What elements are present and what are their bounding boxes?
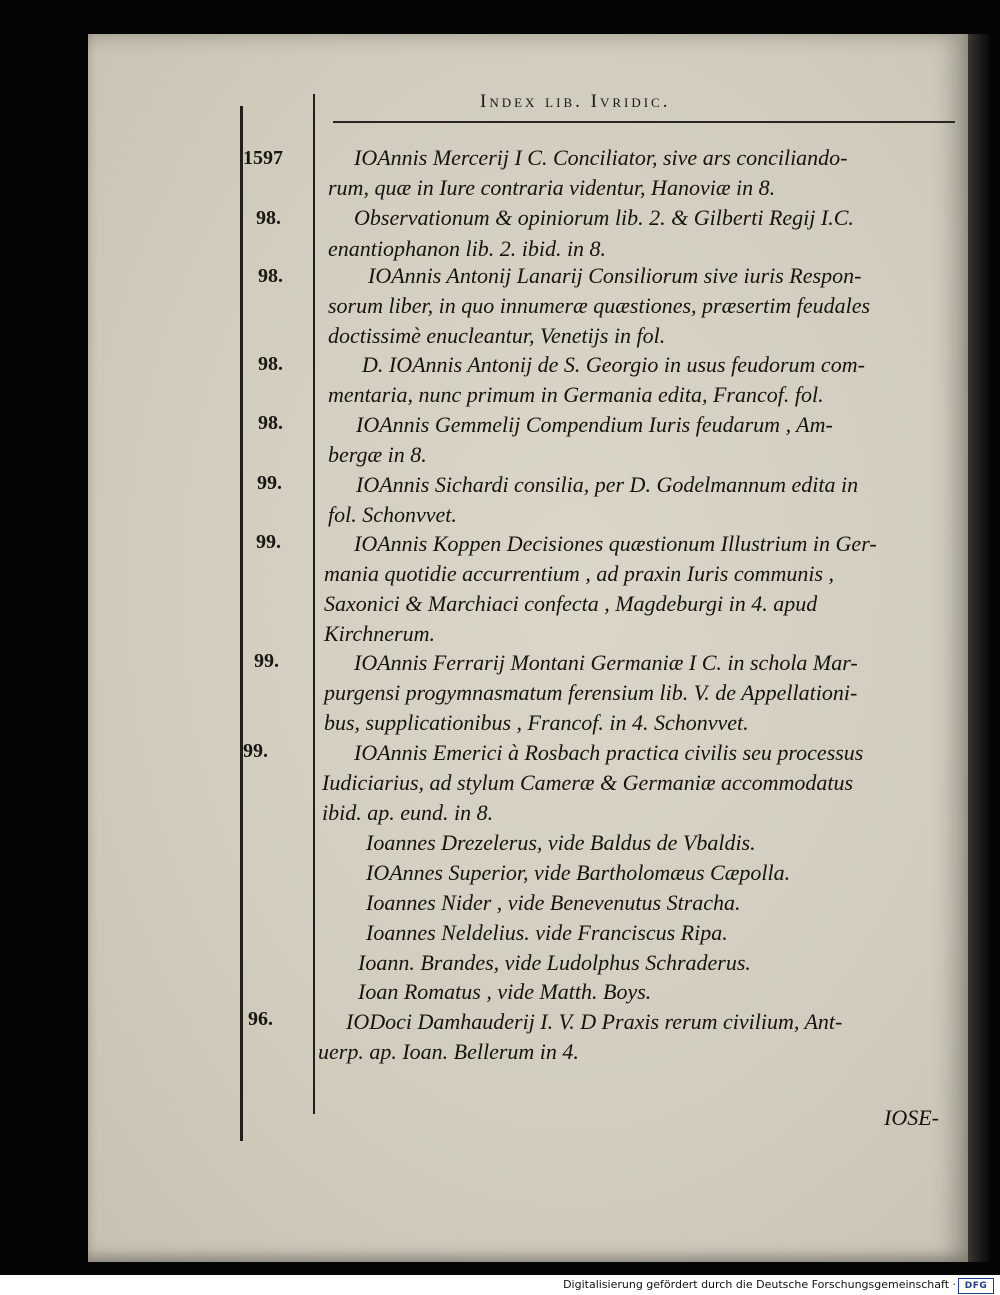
cross-reference: Ioannes Nider , vide Benevenutus Stracha. bbox=[366, 890, 741, 915]
entry-line: bus, supplicationibus , Francof. in 4. Schonvvet. bbox=[324, 710, 749, 735]
footer-credit: Digitalisierung gefördert durch die Deutsche Forschungsgemeinschaft · bbox=[563, 1278, 956, 1291]
book-gutter-edge bbox=[968, 34, 990, 1262]
entry-line: IOAnnis Antonij Lanarij Consiliorum sive iuris Respon- bbox=[368, 263, 862, 288]
entry-year: 98. bbox=[256, 207, 281, 229]
margin-rule-outer bbox=[240, 106, 243, 1141]
entry-line: purgensi progymnasmatum ferensium lib. V. de Appellationi- bbox=[324, 680, 858, 705]
entry-year: 99. bbox=[243, 740, 268, 762]
entry-line: bergæ in 8. bbox=[328, 442, 427, 467]
entry-year: 1597 bbox=[243, 147, 283, 169]
entry-year: 98. bbox=[258, 412, 283, 434]
entry-line: IOAnnis Emerici à Rosbach practica civilis seu processus bbox=[354, 740, 864, 765]
cross-reference: IOAnnes Superior, vide Bartholomæus Cæpolla. bbox=[366, 860, 791, 885]
entry-line: IOAnnis Gemmelij Compendium Iuris feudarum , Am- bbox=[356, 412, 833, 437]
margin-rule-inner bbox=[313, 94, 315, 1114]
entry-line: IOAnnis Koppen Decisiones quæstionum Illustrium in Ger- bbox=[354, 531, 877, 556]
entry-line: doctissimè enucleantur, Venetijs in fol. bbox=[328, 323, 666, 348]
entry-line: D. IOAnnis Antonij de S. Georgio in usus feudorum com- bbox=[362, 352, 865, 377]
entry-line: enantiophanon lib. 2. ibid. in 8. bbox=[328, 236, 607, 261]
entry-line: IOAnnis Sichardi consilia, per D. Godelmannum edita in bbox=[356, 472, 859, 497]
entry-year: 99. bbox=[256, 531, 281, 553]
entry-line: sorum liber, in quo innumeræ quæstiones, præsertim feudales bbox=[328, 293, 871, 318]
entry-line: mentaria, nunc primum in Germania edita, Francof. fol. bbox=[328, 382, 824, 407]
entry-line: ibid. ap. eund. in 8. bbox=[322, 800, 494, 825]
header-rule bbox=[333, 121, 955, 123]
dfg-logo: DFG bbox=[958, 1278, 994, 1294]
entry-line: uerp. ap. Ioan. Bellerum in 4. bbox=[318, 1039, 579, 1064]
entry-year: 96. bbox=[248, 1008, 273, 1030]
entry-line: Observationum & opiniorum lib. 2. & Gilberti Regij I.C. bbox=[354, 205, 854, 230]
entry-line: Saxonici & Marchiaci confecta , Magdeburgi in 4. apud bbox=[324, 591, 818, 616]
cross-reference: Ioannes Drezelerus, vide Baldus de Vbaldis. bbox=[366, 830, 756, 855]
entry-year: 98. bbox=[258, 353, 283, 375]
entry-line: IOAnnis Ferrarij Montani Germaniæ I C. in schola Mar- bbox=[354, 650, 858, 675]
entry-year: 99. bbox=[257, 472, 282, 494]
entry-line: mania quotidie accurrentium , ad praxin Iuris communis , bbox=[324, 561, 835, 586]
entry-line: IODoci Damhauderij I. V. D Praxis rerum civilium, Ant- bbox=[346, 1009, 843, 1034]
catchword: IOSE- bbox=[884, 1105, 939, 1130]
entry-year: 98. bbox=[258, 265, 283, 287]
running-header: Index lib. Ivridic. bbox=[480, 91, 671, 112]
footer-bar bbox=[0, 1275, 1000, 1295]
cross-reference: Ioan Romatus , vide Matth. Boys. bbox=[358, 979, 652, 1004]
entry-year: 99. bbox=[254, 650, 279, 672]
cross-reference: Ioannes Neldelius. vide Franciscus Ripa. bbox=[366, 920, 728, 945]
cross-reference: Ioann. Brandes, vide Ludolphus Schraderus. bbox=[358, 950, 751, 975]
entry-line: rum, quæ in Iure contraria videntur, Hanoviæ in 8. bbox=[328, 175, 776, 200]
entry-line: fol. Schonvvet. bbox=[328, 502, 457, 527]
entry-line: Kirchnerum. bbox=[324, 621, 436, 646]
entry-line: IOAnnis Mercerij I C. Conciliator, sive ars conciliando- bbox=[354, 145, 848, 170]
entry-line: Iudiciarius, ad stylum Cameræ & Germaniæ accommodatus bbox=[322, 770, 854, 795]
